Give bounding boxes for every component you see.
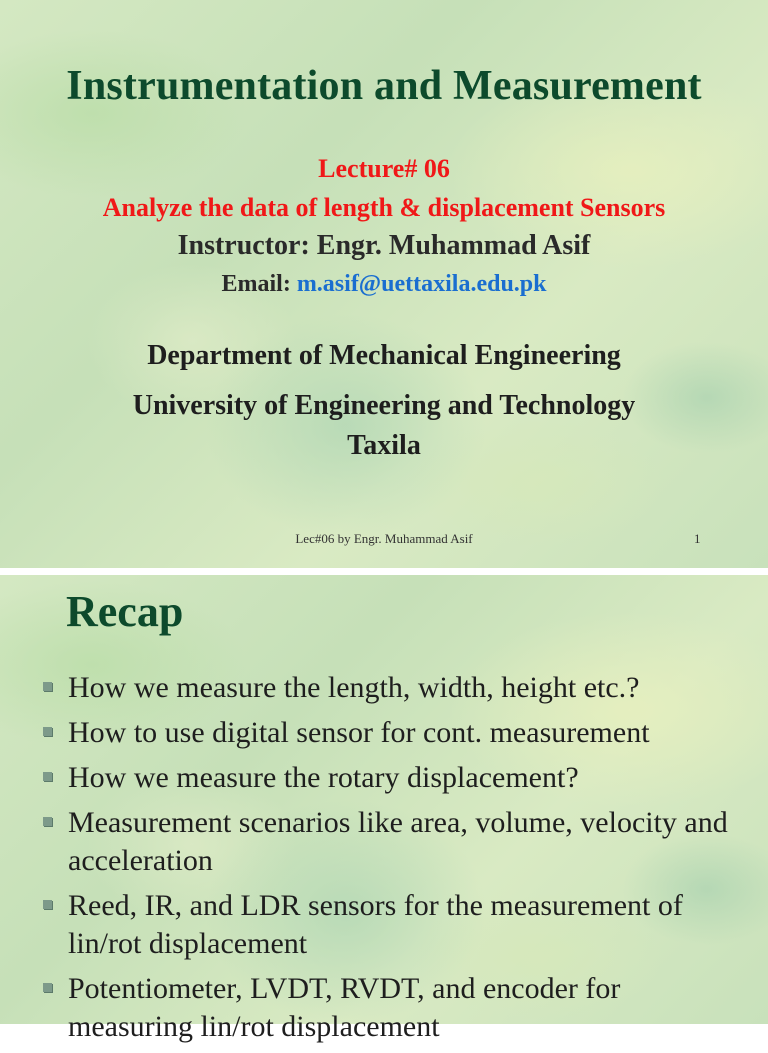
lecture-topic: Analyze the data of length & displacement Sensors	[102, 193, 666, 222]
page-number: 1	[694, 531, 701, 546]
list-item	[0, 804, 768, 880]
bullet-square-icon	[43, 817, 52, 826]
bullet-square-icon	[43, 727, 52, 736]
department-name: Department of Mechanical Engineering	[147, 340, 621, 371]
email-link[interactable]: m.asif@uettaxila.edu.pk	[296, 271, 547, 297]
slide-footer: Lec#06 by Engr. Muhammad Asif	[295, 531, 473, 546]
bullet-square-icon	[43, 772, 52, 781]
email-label: Email:	[221, 271, 291, 297]
lecture-number: Lecture# 06	[318, 154, 450, 183]
list-item	[0, 714, 768, 752]
list-item-text: How to use digital sensor for cont. measurement	[68, 716, 650, 749]
list-item-text: How we measure the length, width, height etc.?	[68, 671, 640, 704]
university-city: Taxila	[347, 430, 421, 461]
list-item-text: Measurement scenarios like area, volume, velocity and acceleration	[68, 806, 728, 877]
recap-slide	[0, 575, 768, 1043]
bullet-square-icon	[43, 983, 52, 992]
slide-divider	[0, 568, 768, 575]
bullet-list	[0, 669, 768, 1053]
bullet-square-icon	[43, 900, 52, 909]
slide-heading: Recap	[66, 587, 184, 636]
email-line	[0, 271, 768, 298]
bullet-square-icon	[43, 682, 52, 691]
list-item-text: Potentiometer, LVDT, RVDT, and encoder for measuring lin/rot displacement	[68, 972, 621, 1043]
list-item-text: How we measure the rotary displacement?	[68, 761, 579, 794]
list-item	[0, 759, 768, 797]
list-item	[0, 887, 768, 963]
course-title: Instrumentation and Measurement	[66, 63, 702, 109]
list-item-text: Reed, IR, and LDR sensors for the measurement of lin/rot displacement	[68, 889, 683, 960]
university-name: University of Engineering and Technology	[132, 390, 636, 421]
list-item	[0, 669, 768, 707]
list-item	[0, 970, 768, 1046]
instructor-name: Instructor: Engr. Muhammad Asif	[177, 230, 591, 261]
